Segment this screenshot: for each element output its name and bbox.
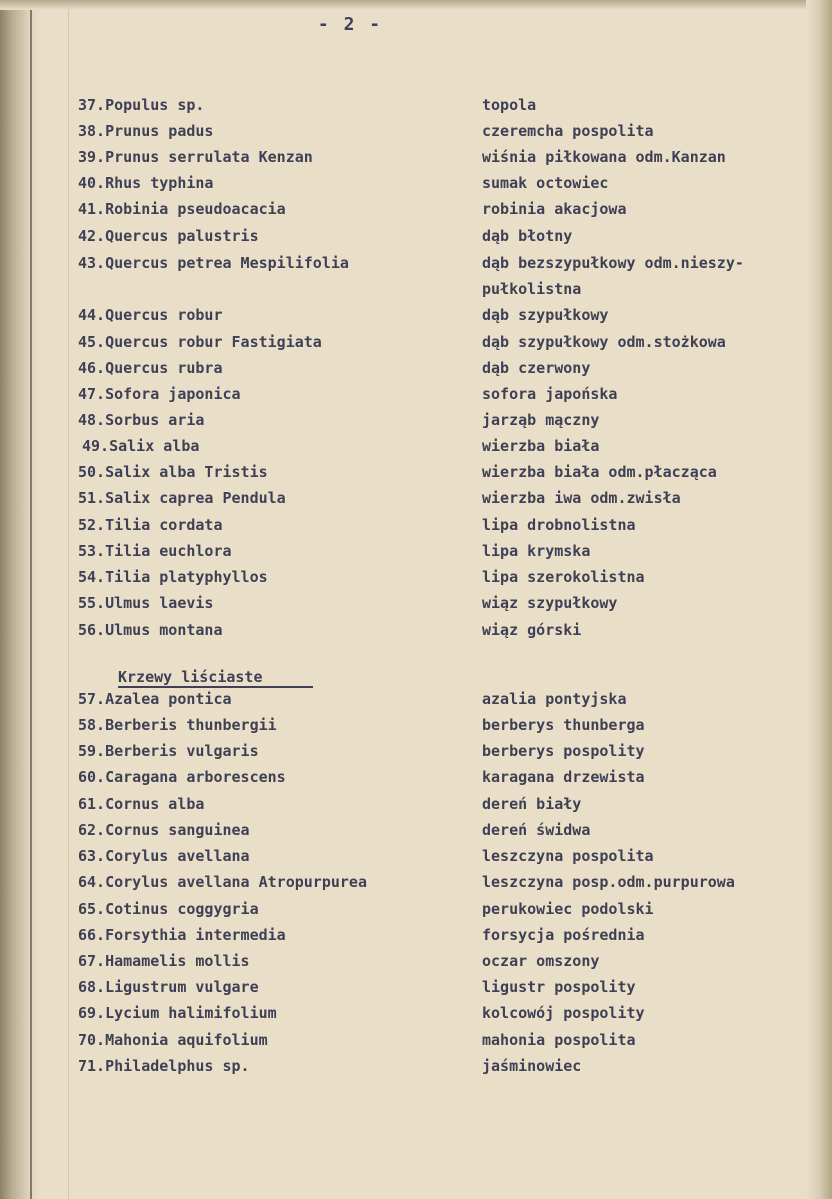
polish-name: sofora japońska xyxy=(482,385,618,403)
list-item xyxy=(78,926,798,948)
latin-name: 51.Salix caprea Pendula xyxy=(78,489,286,507)
polish-name: dąb szypułkowy xyxy=(482,306,609,324)
list-item xyxy=(78,227,798,249)
polish-name: robinia akacjowa xyxy=(482,200,627,218)
list-item xyxy=(78,96,798,118)
polish-name: berberys thunberga xyxy=(482,716,645,734)
list-item xyxy=(78,516,798,538)
polish-name-continued: pułkolistna xyxy=(482,280,582,298)
list-item xyxy=(78,463,798,485)
list-item xyxy=(78,621,798,643)
list-item xyxy=(78,1004,798,1026)
latin-name: 55.Ulmus laevis xyxy=(78,594,214,612)
list-item xyxy=(78,873,798,895)
list-item xyxy=(78,742,798,764)
list-item xyxy=(78,716,798,738)
polish-name: wiąz górski xyxy=(482,621,582,639)
polish-name: berberys pospolity xyxy=(482,742,645,760)
list-item xyxy=(78,174,798,196)
list-item xyxy=(78,411,798,433)
list-item xyxy=(78,148,798,170)
polish-name: topola xyxy=(482,96,537,114)
latin-name: 38.Prunus padus xyxy=(78,122,214,140)
list-item xyxy=(78,952,798,974)
latin-name: 43.Quercus petrea Mespilifolia xyxy=(78,254,349,272)
latin-name: 59.Berberis vulgaris xyxy=(78,742,259,760)
latin-name: 40.Rhus typhina xyxy=(78,174,214,192)
latin-name: 50.Salix alba Tristis xyxy=(78,463,268,481)
list-item xyxy=(78,768,798,790)
latin-name: 61.Cornus alba xyxy=(78,795,205,813)
polish-name: ligustr pospolity xyxy=(482,978,636,996)
list-item xyxy=(78,333,798,355)
section-heading-shrubs: Krzewy liściaste xyxy=(118,668,313,688)
polish-name: lipa drobnolistna xyxy=(482,516,636,534)
list-item xyxy=(78,594,798,616)
list-item xyxy=(78,122,798,144)
latin-name: 54.Tilia platyphyllos xyxy=(78,568,268,586)
page-number: - 2 - xyxy=(317,14,383,35)
list-item xyxy=(78,847,798,869)
list-item xyxy=(78,690,798,712)
polish-name: dąb bezszypułkowy odm.nieszy- xyxy=(482,254,744,272)
latin-name: 42.Quercus palustris xyxy=(78,227,259,245)
polish-name: perukowiec podolski xyxy=(482,900,654,918)
latin-name: 67.Hamamelis mollis xyxy=(78,952,250,970)
latin-name: 66.Forsythia intermedia xyxy=(78,926,286,944)
latin-name: 41.Robinia pseudoacacia xyxy=(78,200,286,218)
polish-name: kolcowój pospolity xyxy=(482,1004,645,1022)
latin-name: 45.Quercus robur Fastigiata xyxy=(78,333,322,351)
polish-name: dąb czerwony xyxy=(482,359,591,377)
latin-name: 58.Berberis thunbergii xyxy=(78,716,277,734)
latin-name: 60.Caragana arborescens xyxy=(78,768,286,786)
list-item xyxy=(78,568,798,590)
latin-name: 68.Ligustrum vulgare xyxy=(78,978,259,996)
list-item-continuation xyxy=(78,280,798,302)
polish-name: dereń biały xyxy=(482,795,582,813)
polish-name: karagana drzewista xyxy=(482,768,645,786)
list-item xyxy=(78,542,798,564)
latin-name: 69.Lycium halimifolium xyxy=(78,1004,277,1022)
polish-name: lipa szerokolistna xyxy=(482,568,645,586)
polish-name: leszczyna pospolita xyxy=(482,847,654,865)
latin-name: 64.Corylus avellana Atropurpurea xyxy=(78,873,367,891)
latin-name: 70.Mahonia aquifolium xyxy=(78,1031,268,1049)
latin-name: 49.Salix alba xyxy=(82,437,200,455)
polish-name: forsycja pośrednia xyxy=(482,926,645,944)
polish-name: wierzba biała xyxy=(482,437,600,455)
polish-name: dąb błotny xyxy=(482,227,573,245)
list-item xyxy=(78,437,798,459)
latin-name: 48.Sorbus aria xyxy=(78,411,205,429)
latin-name: 47.Sofora japonica xyxy=(78,385,241,403)
polish-name: dąb szypułkowy odm.stożkowa xyxy=(482,333,726,351)
polish-name: leszczyna posp.odm.purpurowa xyxy=(482,873,735,891)
list-item xyxy=(78,254,798,276)
latin-name: 71.Philadelphus sp. xyxy=(78,1057,250,1075)
latin-name: 65.Cotinus coggygria xyxy=(78,900,259,918)
polish-name: wiśnia piłkowana odm.Kanzan xyxy=(482,148,726,166)
list-item xyxy=(78,200,798,222)
polish-name: mahonia pospolita xyxy=(482,1031,636,1049)
latin-name: 56.Ulmus montana xyxy=(78,621,223,639)
list-item xyxy=(78,1031,798,1053)
list-item xyxy=(78,900,798,922)
polish-name: oczar omszony xyxy=(482,952,600,970)
polish-name: wiąz szypułkowy xyxy=(482,594,618,612)
list-item xyxy=(78,306,798,328)
polish-name: lipa krymska xyxy=(482,542,591,560)
polish-name: wierzba biała odm.płacząca xyxy=(482,463,717,481)
list-item xyxy=(78,795,798,817)
polish-name: czeremcha pospolita xyxy=(482,122,654,140)
list-item xyxy=(78,359,798,381)
list-item xyxy=(78,978,798,1000)
latin-name: 37.Populus sp. xyxy=(78,96,205,114)
list-item xyxy=(78,1057,798,1079)
list-item xyxy=(78,821,798,843)
latin-name: 63.Corylus avellana xyxy=(78,847,250,865)
list-item xyxy=(78,489,798,511)
latin-name: 52.Tilia cordata xyxy=(78,516,223,534)
latin-name: 39.Prunus serrulata Kenzan xyxy=(78,148,313,166)
latin-name: 44.Quercus robur xyxy=(78,306,223,324)
polish-name: sumak octowiec xyxy=(482,174,609,192)
latin-name: 53.Tilia euchlora xyxy=(78,542,232,560)
polish-name: azalia pontyjska xyxy=(482,690,627,708)
polish-name: wierzba iwa odm.zwisła xyxy=(482,489,681,507)
latin-name: 46.Quercus rubra xyxy=(78,359,223,377)
latin-name: 62.Cornus sanguinea xyxy=(78,821,250,839)
list-item xyxy=(78,385,798,407)
polish-name: jarząb mączny xyxy=(482,411,600,429)
polish-name: jaśminowiec xyxy=(482,1057,582,1075)
polish-name: dereń świdwa xyxy=(482,821,591,839)
latin-name: 57.Azalea pontica xyxy=(78,690,232,708)
